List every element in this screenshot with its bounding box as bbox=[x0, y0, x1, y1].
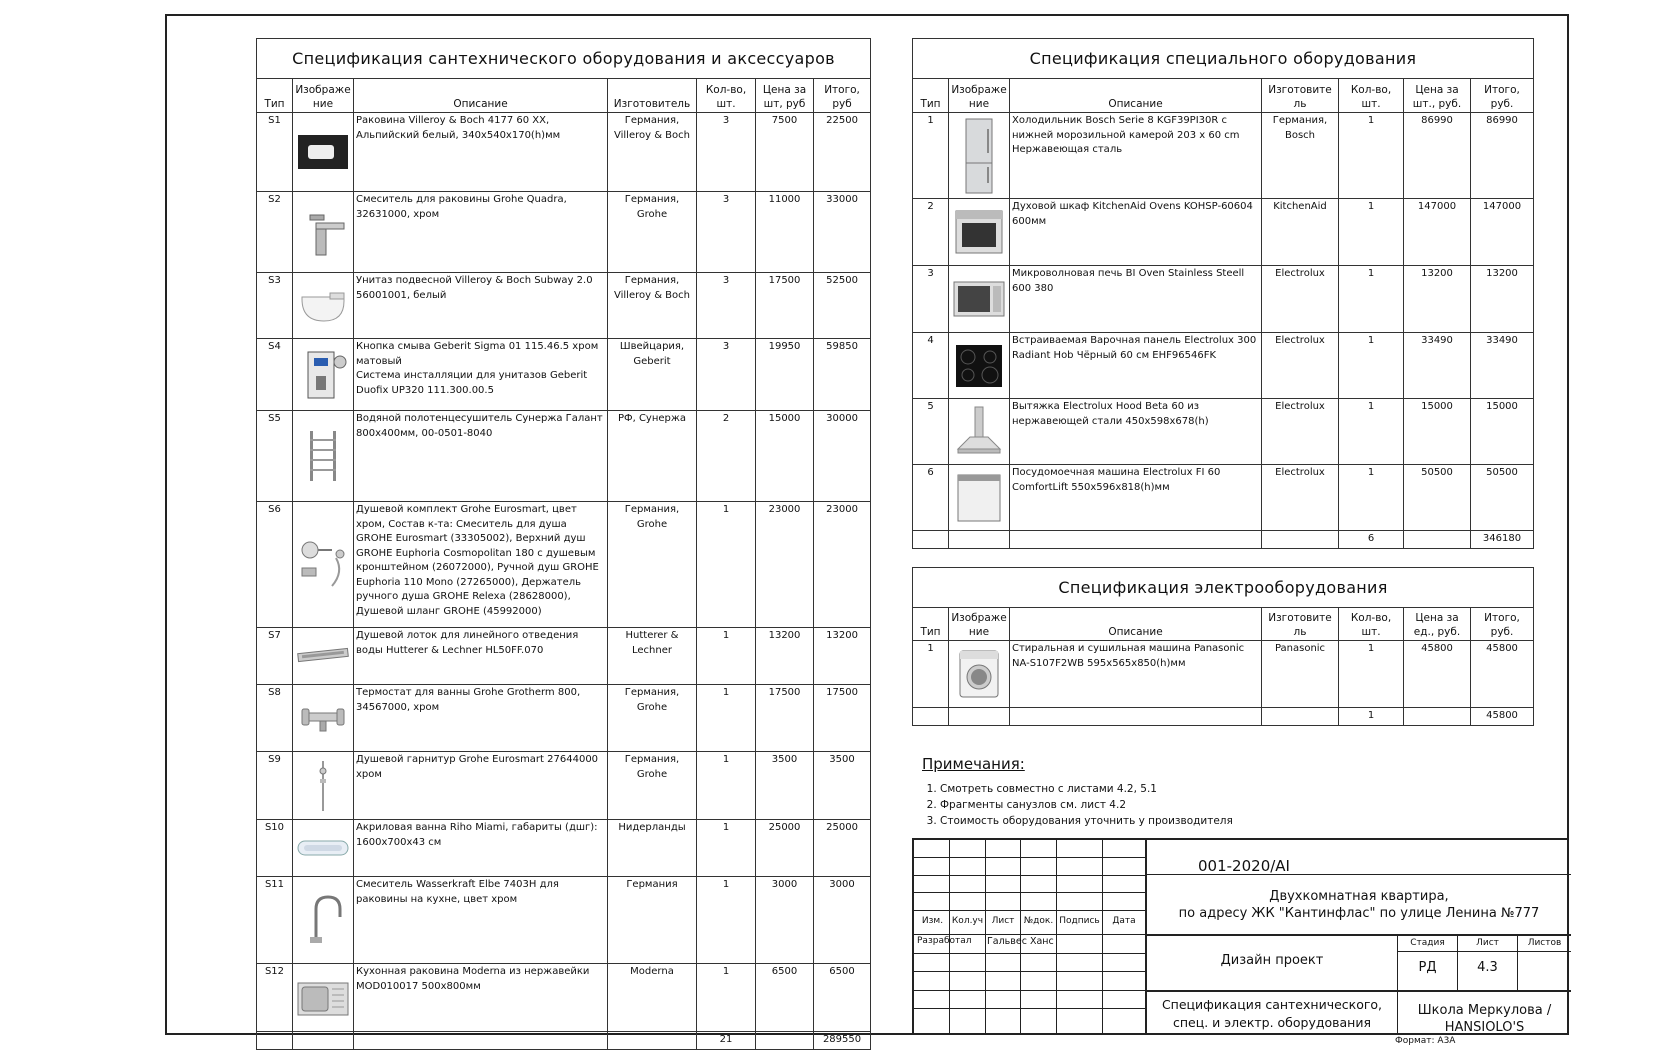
row-image bbox=[293, 964, 354, 1032]
row-price: 15000 bbox=[1404, 399, 1471, 465]
note-item: 2. Фрагменты санузлов см. лист 4.2 bbox=[940, 797, 1233, 813]
row-total: 52500 bbox=[814, 273, 871, 339]
sheet-title-line2: спец. и электр. оборудования bbox=[1172, 1015, 1371, 1030]
row-price: 6500 bbox=[756, 964, 814, 1032]
bathtub-icon bbox=[295, 821, 351, 875]
kitchen-sink-icon bbox=[295, 971, 351, 1025]
electric-total-row bbox=[913, 708, 1534, 726]
sheet-value: 4.3 bbox=[1477, 960, 1498, 975]
row-price: 13200 bbox=[1404, 266, 1471, 333]
col-total: Итого, руб. bbox=[1471, 608, 1534, 641]
col-maker: Изготовите ль bbox=[1262, 79, 1339, 113]
washing-machine-icon bbox=[951, 647, 1007, 701]
table-row bbox=[257, 192, 871, 273]
table-row bbox=[913, 641, 1534, 708]
row-description: Духовой шкаф KitchenAid Ovens KOHSP-60604 600мм bbox=[1010, 199, 1262, 266]
format-label: Формат: А3А bbox=[1395, 1036, 1456, 1046]
org-line1: Школа Меркулова / bbox=[1417, 1003, 1552, 1018]
row-maker: Electrolux bbox=[1262, 399, 1339, 465]
row-maker: Нидерланды bbox=[608, 820, 697, 877]
row-maker: KitchenAid bbox=[1262, 199, 1339, 266]
row-image bbox=[293, 273, 354, 339]
row-type: 1 bbox=[913, 113, 949, 199]
kitchen-faucet-icon bbox=[295, 893, 351, 947]
col-list: Лист bbox=[991, 916, 1015, 926]
row-image bbox=[949, 266, 1010, 333]
plumbing-total-row bbox=[257, 1032, 871, 1050]
electric-spec-table bbox=[912, 567, 1534, 726]
special-total-qty: 6 bbox=[1339, 531, 1404, 549]
row-qty: 3 bbox=[697, 192, 756, 273]
row-type: 4 bbox=[913, 333, 949, 399]
row-qty: 1 bbox=[1339, 113, 1404, 199]
project-type: Дизайн проект bbox=[1220, 953, 1324, 968]
row-image bbox=[293, 411, 354, 502]
row-image bbox=[949, 199, 1010, 266]
row-maker: Electrolux bbox=[1262, 266, 1339, 333]
col-total: Итого, руб. bbox=[1471, 79, 1534, 113]
col-price: Цена за шт, руб bbox=[756, 79, 814, 113]
washbasin-icon bbox=[295, 125, 351, 179]
row-price: 13200 bbox=[756, 628, 814, 685]
row-image bbox=[949, 465, 1010, 531]
bath-thermostat-icon bbox=[295, 691, 351, 745]
row-type: 3 bbox=[913, 266, 949, 333]
title-block bbox=[912, 838, 1569, 1035]
row-qty: 2 bbox=[697, 411, 756, 502]
hob-icon bbox=[951, 339, 1007, 393]
col-description: Описание bbox=[1010, 608, 1262, 641]
row-qty: 1 bbox=[1339, 266, 1404, 333]
col-type: Тип bbox=[913, 608, 949, 641]
row-description: Вытяжка Electrolux Hood Beta 60 из нержавеющей стали 450x598x678(h) bbox=[1010, 399, 1262, 465]
row-maker: Германия bbox=[608, 877, 697, 964]
row-qty: 1 bbox=[1339, 465, 1404, 531]
oven-icon bbox=[951, 205, 1007, 259]
notes-title: Примечания: bbox=[922, 755, 1025, 773]
row-qty: 1 bbox=[697, 502, 756, 628]
fridge-icon bbox=[951, 117, 1007, 195]
row-qty: 1 bbox=[697, 628, 756, 685]
object-address: по адресу ЖК "Кантинфлас" по улице Ленина №777 bbox=[1178, 906, 1540, 921]
col-qty: Кол-во, шт. bbox=[1339, 79, 1404, 113]
row-maker: Moderna bbox=[608, 964, 697, 1032]
plumbing-total-qty: 21 bbox=[697, 1032, 756, 1050]
row-price: 45800 bbox=[1404, 641, 1471, 708]
col-maker: Изготовитель bbox=[608, 79, 697, 113]
row-type: S3 bbox=[257, 273, 293, 339]
table-row bbox=[257, 628, 871, 685]
row-description: Унитаз подвесной Villeroy & Boch Subway 2.0 56001001, белый bbox=[354, 273, 608, 339]
col-total: Итого, руб bbox=[814, 79, 871, 113]
note-item: 3. Стоимость оборудования уточнить у производителя bbox=[940, 813, 1233, 829]
row-description: Акриловая ванна Riho Miami, габариты (дшг): 1600x700x43 см bbox=[354, 820, 608, 877]
col-image: Изображе ние bbox=[293, 79, 354, 113]
row-maker: Германия, Villeroy & Boch bbox=[608, 273, 697, 339]
dishwasher-icon bbox=[951, 471, 1007, 525]
row-image bbox=[293, 502, 354, 628]
row-qty: 1 bbox=[697, 964, 756, 1032]
plumbing-spec-table bbox=[256, 38, 871, 1050]
table-row bbox=[257, 339, 871, 411]
developer-label: Разработал bbox=[917, 936, 972, 946]
row-price: 15000 bbox=[756, 411, 814, 502]
row-total: 86990 bbox=[1471, 113, 1534, 199]
row-maker: Германия, Villeroy & Boch bbox=[608, 113, 697, 192]
row-image bbox=[949, 333, 1010, 399]
row-maker: Panasonic bbox=[1262, 641, 1339, 708]
row-description: Кнопка смыва Geberit Sigma 01 115.46.5 хром матовый Система инсталляции для унитазов Geberit Duofix UP320 111.300.00.5 bbox=[354, 339, 608, 411]
row-maker: Германия, Grohe bbox=[608, 502, 697, 628]
row-total: 3000 bbox=[814, 877, 871, 964]
electric-total-qty: 1 bbox=[1339, 708, 1404, 726]
table-row bbox=[257, 685, 871, 752]
table-row bbox=[913, 266, 1534, 333]
row-description: Стиральная и сушильная машина Panasonic NA-S107F2WB 595x565x850(h)мм bbox=[1010, 641, 1262, 708]
row-qty: 1 bbox=[697, 685, 756, 752]
row-description: Кухонная раковина Moderna из нержавейки MOD010017 500x800мм bbox=[354, 964, 608, 1032]
col-description: Описание bbox=[1010, 79, 1262, 113]
row-type: S9 bbox=[257, 752, 293, 820]
row-price: 3000 bbox=[756, 877, 814, 964]
special-spec-table bbox=[912, 38, 1534, 549]
row-total: 59850 bbox=[814, 339, 871, 411]
row-total: 50500 bbox=[1471, 465, 1534, 531]
row-description: Смеситель для раковины Grohe Quadra, 32631000, хром bbox=[354, 192, 608, 273]
row-qty: 1 bbox=[1339, 399, 1404, 465]
table-row bbox=[913, 399, 1534, 465]
electric-spec-title: Спецификация электрооборудования bbox=[913, 568, 1534, 608]
row-price: 25000 bbox=[756, 820, 814, 877]
row-maker: Electrolux bbox=[1262, 465, 1339, 531]
col-podpis: Подпись bbox=[1059, 916, 1100, 926]
row-total: 6500 bbox=[814, 964, 871, 1032]
special-total-row bbox=[913, 531, 1534, 549]
electric-total-sum: 45800 bbox=[1471, 708, 1534, 726]
installation-icon bbox=[295, 348, 351, 402]
row-type: S11 bbox=[257, 877, 293, 964]
special-spec-title: Спецификация специального оборудования bbox=[913, 39, 1534, 79]
table-row bbox=[913, 113, 1534, 199]
row-description: Микроволновая печь BI Oven Stainless Steell 600 380 bbox=[1010, 266, 1262, 333]
row-total: 17500 bbox=[814, 685, 871, 752]
row-type: S12 bbox=[257, 964, 293, 1032]
col-qty: Кол-во, шт. bbox=[697, 79, 756, 113]
row-qty: 1 bbox=[697, 820, 756, 877]
row-price: 86990 bbox=[1404, 113, 1471, 199]
row-price: 19950 bbox=[756, 339, 814, 411]
col-image: Изображе ние bbox=[949, 79, 1010, 113]
row-qty: 1 bbox=[1339, 199, 1404, 266]
col-qty: Кол-во, шт. bbox=[1339, 608, 1404, 641]
basin-mixer-icon bbox=[295, 205, 351, 259]
row-price: 3500 bbox=[756, 752, 814, 820]
notes-block bbox=[922, 755, 1233, 829]
table-row bbox=[913, 465, 1534, 531]
row-maker: Германия, Grohe bbox=[608, 752, 697, 820]
row-type: S10 bbox=[257, 820, 293, 877]
sheets-label: Листов bbox=[1527, 938, 1562, 948]
row-image bbox=[293, 877, 354, 964]
col-izm: Изм. bbox=[921, 916, 944, 926]
row-qty: 3 bbox=[697, 339, 756, 411]
shower-rail-icon bbox=[295, 759, 351, 813]
sheet-label: Лист bbox=[1476, 938, 1499, 948]
row-qty: 1 bbox=[697, 752, 756, 820]
row-price: 23000 bbox=[756, 502, 814, 628]
row-total: 23000 bbox=[814, 502, 871, 628]
toilet-icon bbox=[295, 279, 351, 333]
row-price: 33490 bbox=[1404, 333, 1471, 399]
row-type: 2 bbox=[913, 199, 949, 266]
row-description: Холодильник Bosch Serie 8 KGF39PI30R с нижней морозильной камерой 203 x 60 cm Нержавеющая сталь bbox=[1010, 113, 1262, 199]
row-qty: 3 bbox=[697, 273, 756, 339]
row-total: 22500 bbox=[814, 113, 871, 192]
row-qty: 1 bbox=[1339, 333, 1404, 399]
col-ndoc: №док. bbox=[1023, 916, 1054, 926]
col-type: Тип bbox=[913, 79, 949, 113]
table-row bbox=[257, 502, 871, 628]
stage-label: Стадия bbox=[1410, 938, 1445, 948]
row-qty: 1 bbox=[697, 877, 756, 964]
doc-code: 001-2020/AI bbox=[1198, 857, 1290, 875]
col-price: Цена за шт., руб. bbox=[1404, 79, 1471, 113]
row-image bbox=[293, 752, 354, 820]
towel-rail-icon bbox=[295, 429, 351, 483]
col-type: Тип bbox=[257, 79, 293, 113]
row-description: Смеситель Wasserkraft Elbe 7403H для раковины на кухне, цвет хром bbox=[354, 877, 608, 964]
row-price: 11000 bbox=[756, 192, 814, 273]
table-row bbox=[257, 964, 871, 1032]
table-row bbox=[913, 199, 1534, 266]
org-line2: HANSIOLO'S bbox=[1444, 1020, 1525, 1035]
shower-drain-icon bbox=[295, 629, 351, 683]
row-image bbox=[293, 339, 354, 411]
object-name: Двухкомнатная квартира, bbox=[1269, 889, 1449, 904]
row-total: 13200 bbox=[814, 628, 871, 685]
table-row bbox=[257, 273, 871, 339]
row-description: Водяной полотенцесушитель Сунержа Галант 800x400мм, 00-0501-8040 bbox=[354, 411, 608, 502]
table-row bbox=[913, 333, 1534, 399]
microwave-icon bbox=[951, 272, 1007, 326]
row-description: Душевой гарнитур Grohe Eurosmart 27644000 хром bbox=[354, 752, 608, 820]
row-type: S5 bbox=[257, 411, 293, 502]
row-maker: Швейцария, Geberit bbox=[608, 339, 697, 411]
row-type: S2 bbox=[257, 192, 293, 273]
row-qty: 3 bbox=[697, 113, 756, 192]
row-price: 7500 bbox=[756, 113, 814, 192]
plumbing-spec-title: Спецификация сантехнического оборудования и аксессуаров bbox=[257, 39, 871, 79]
plumbing-total-sum: 289550 bbox=[814, 1032, 871, 1050]
row-price: 17500 bbox=[756, 273, 814, 339]
row-description: Термостат для ванны Grohe Grotherm 800, 34567000, хром bbox=[354, 685, 608, 752]
row-image bbox=[293, 192, 354, 273]
shower-set-icon bbox=[295, 538, 351, 592]
row-maker: Германия, Bosch bbox=[1262, 113, 1339, 199]
row-image bbox=[949, 641, 1010, 708]
row-maker: Германия, Grohe bbox=[608, 192, 697, 273]
row-description: Встраиваемая Варочная панель Electrolux 300 Radiant Hob Чёрный 60 см EHF96546FK bbox=[1010, 333, 1262, 399]
row-maker: Electrolux bbox=[1262, 333, 1339, 399]
row-total: 147000 bbox=[1471, 199, 1534, 266]
row-type: S6 bbox=[257, 502, 293, 628]
row-image bbox=[293, 113, 354, 192]
note-item: 1. Смотреть совместно с листами 4.2, 5.1 bbox=[940, 781, 1233, 797]
row-total: 15000 bbox=[1471, 399, 1534, 465]
row-total: 13200 bbox=[1471, 266, 1534, 333]
hood-icon bbox=[951, 405, 1007, 459]
row-maker: РФ, Сунержа bbox=[608, 411, 697, 502]
row-type: 6 bbox=[913, 465, 949, 531]
row-total: 25000 bbox=[814, 820, 871, 877]
row-image bbox=[293, 820, 354, 877]
row-total: 30000 bbox=[814, 411, 871, 502]
row-qty: 1 bbox=[1339, 641, 1404, 708]
row-description: Посудомоечная машина Electrolux FI 60 ComfortLift 550x596x818(h)мм bbox=[1010, 465, 1262, 531]
row-maker: Hutterer & Lechner bbox=[608, 628, 697, 685]
table-row bbox=[257, 113, 871, 192]
row-description: Душевой лоток для линейного отведения воды Hutterer & Lechner HL50FF.070 bbox=[354, 628, 608, 685]
row-image bbox=[949, 399, 1010, 465]
col-price: Цена за ед., руб. bbox=[1404, 608, 1471, 641]
table-row bbox=[257, 877, 871, 964]
row-type: S8 bbox=[257, 685, 293, 752]
row-price: 50500 bbox=[1404, 465, 1471, 531]
row-type: S4 bbox=[257, 339, 293, 411]
col-data: Дата bbox=[1112, 916, 1136, 926]
stage-value: РД bbox=[1418, 960, 1437, 975]
row-type: 1 bbox=[913, 641, 949, 708]
row-image bbox=[293, 685, 354, 752]
developer-name: Гальвес Ханс bbox=[987, 936, 1054, 947]
row-image bbox=[293, 628, 354, 685]
col-koluch: Кол.уч bbox=[951, 916, 984, 926]
sheet-title-line1: Спецификация сантехнического, bbox=[1161, 997, 1383, 1012]
row-description: Раковина Villeroy & Boch 4177 60 XX, Альпийский белый, 340x540x170(h)мм bbox=[354, 113, 608, 192]
row-type: S1 bbox=[257, 113, 293, 192]
row-type: 5 bbox=[913, 399, 949, 465]
row-price: 147000 bbox=[1404, 199, 1471, 266]
row-total: 33000 bbox=[814, 192, 871, 273]
table-row bbox=[257, 411, 871, 502]
row-type: S7 bbox=[257, 628, 293, 685]
col-image: Изображе ние bbox=[949, 608, 1010, 641]
special-total-sum: 346180 bbox=[1471, 531, 1534, 549]
row-total: 33490 bbox=[1471, 333, 1534, 399]
row-image bbox=[949, 113, 1010, 199]
table-row bbox=[257, 752, 871, 820]
row-total: 3500 bbox=[814, 752, 871, 820]
row-maker: Германия, Grohe bbox=[608, 685, 697, 752]
col-maker: Изготовите ль bbox=[1262, 608, 1339, 641]
table-row bbox=[257, 820, 871, 877]
row-description: Душевой комплект Grohe Eurosmart, цвет хром, Состав к-та: Смеситель для душа GROHE Eurosmart (33305002), Верхний душ GROHE Euphoria Cosmopolitan 180 с душевым кронштейном (26072000), Ручной душ GROHE Euphoria 110 Mono (27265000), Держатель ручного душа GROHE Relexa (28628000), Душевой шланг GROHE (45992000) bbox=[354, 502, 608, 628]
col-description: Описание bbox=[354, 79, 608, 113]
row-price: 17500 bbox=[756, 685, 814, 752]
row-total: 45800 bbox=[1471, 641, 1534, 708]
